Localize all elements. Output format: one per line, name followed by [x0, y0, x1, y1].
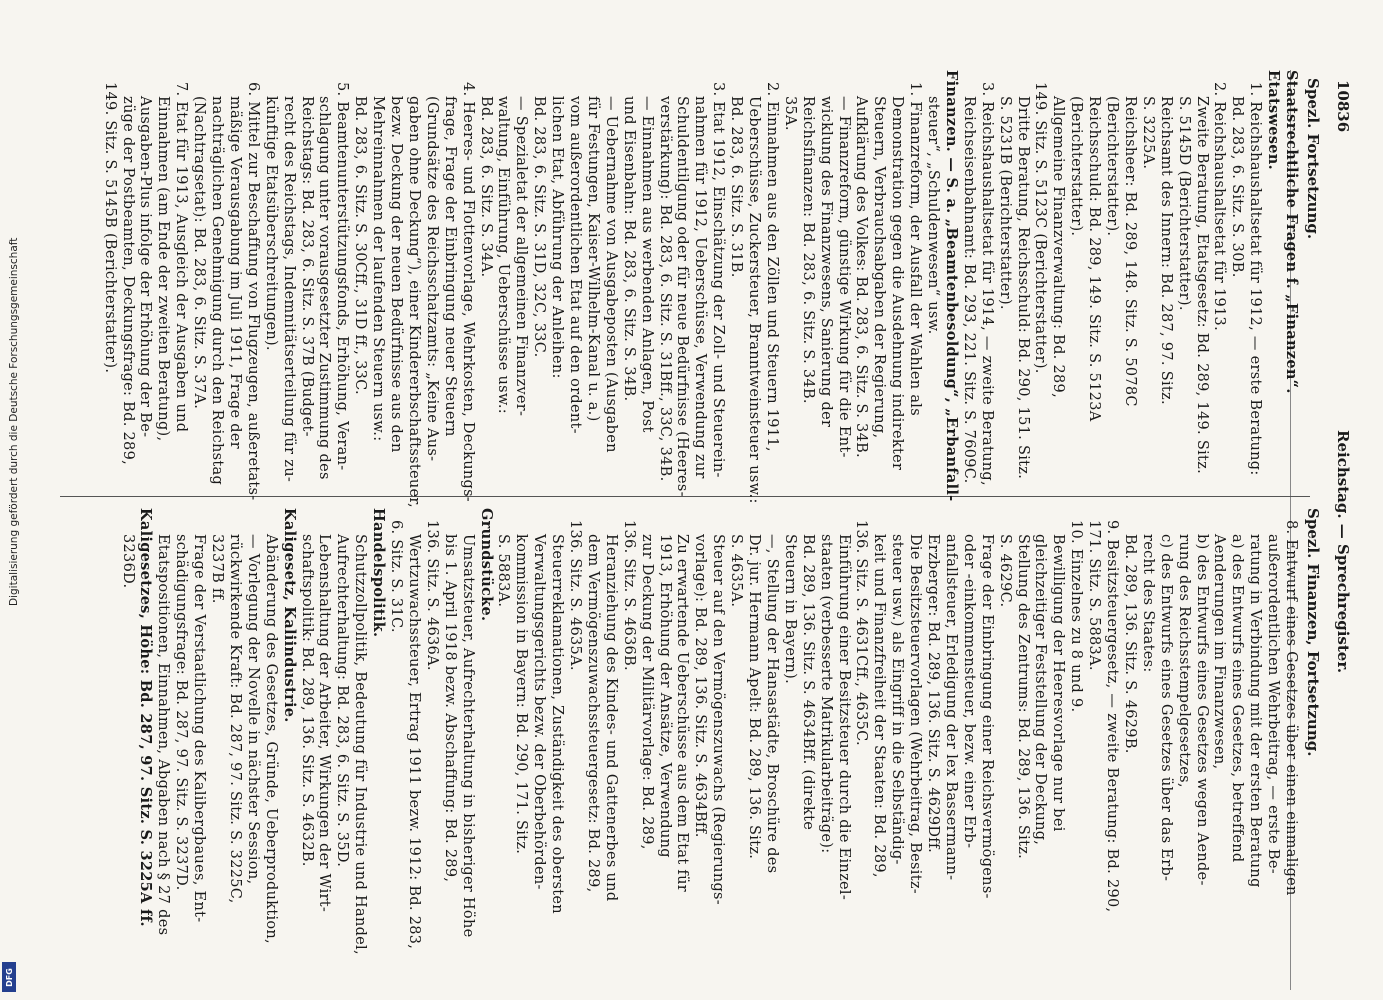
- page-number: 10836: [1334, 80, 1352, 133]
- scanned-register-page: 10836 Reichstag. — Sprechregister. Spezl. Fortsetzung. Spezl. Finanzen, Fortsetzung. Staatsrechtliche Fragen f. „Finanzen“. Etatswesen. 1. Reichshaushaltsetat für 1912, — erste Beratung: Bd. 283, 6. Sitz. S. 30B. 2. Reichshaushaltsetat für 1913. Zweite Beratung, Etatsgesetz: Bd. 289, 149. Sitz. S. 5145D (Berichterstatter). Reichsamt des Innern: Bd. 287, 97. Sitz. S. 3225A. Reichsheer: Bd. 289, 148. Sitz. S. 5078C (Berichterstatter). Reichsschuld: Bd. 289, 149. Sitz. S. 5123A (Berichterstatter). Allgemeine Finanzverwaltung: Bd. 289, 149. Sitz. S. 5123C (Berichterstatter). Dritte Beratung, Reichsschuld: Bd. 290, 151. Sitz. S. 5231B (Berichterstatter). 3. Reichshaushaltsetat für 1914, — zweite Beratung, Reichseisenbahnamt: Bd. 293, 221. Sitz. S. 7609C. Finanzen. — S. a. „Beamtenbesoldung“, „Erbanfall- steuer“, „Schuldenwesen“ usw. 1. Finanzreform, der Ausfall der Wahlen als Demonstration gegen die Ausdehnung indirekter Steuern, Verbrauchsabgaben der Regierung, Aufklärung des Volkes: Bd. 283, 6. Sitz. S. 34B. — Finanzreform, günstige Wirkung für die Ent- wicklung des Finanzwesens, Sanierung der Reichsfinanzen: Bd. 283, 6. Sitz. S. 34B. 35A. 2. Einnahmen aus den Zöllen und Steuern 1911, Ueberschüsse, Zuckersteuer, Branntweinsteuer usw.: Bd. 283, 6. Sitz. S. 31B. 3. Etat 1912, Einschätzung der Zoll- und Steuerein- nahmen für 1912, Ueberschüsse, Verwendung zur Schuldentilgung oder für neue Bedürfnisse (Heeres- verstärkung): Bd. 283, 6. Sitz. S. 31Bff., 33C, 34B. — Einnahmen aus werbenden Anlagen, Post und Eisenbahn: Bd. 283, 6. Sitz. S. 34B. — Uebernahme von Ausgabeposten (Ausgaben für Festungen, Kaiser-Wilhelm-Kanal u. a.) vom außerordentlichen Etat auf den ordent- lichen Etat, Abführung der Anleihen: Bd. 283, 6. Sitz. S. 31D, 32C, 33C. — Spezialetat der allgemeinen Finanzver- waltung, Einführung, Ueberschüsse usw.: Bd. 283, 6. Sitz. S. 34A. 4. Heeres- und Flottenvorlage, Wehrkosten, Deckungs- frage, Frage der Einbringung neuer Steuern (Grundsätze des Reichsschatzamts: „Keine Aus- gaben ohne Deckung“), einer Kindererbschaftssteuer, bezw. Deckung der neuen Bedürfnisse aus den Mehreinnahmen der laufenden Steuern usw.: Bd. 283, 6. Sitz. S. 30Cff., 31D ff., 33C. 5. Beamtenunterstützungsfonds, Erhöhung, Veran- schlagung unter vorausgesetzter Zustimmung des Reichstags: Bd. 283, 6. Sitz. S. 37B (Budget- recht des Reichstags, Indemnitätserteilung für zu- künftige Etatsüberschreitungen). 6. Mittel zur Beschaffung von Flugzeugen, außeretats- mäßige Verausgabung im Juli 1911, Frage der nachträglichen Genehmigung durch den Reichstag (Nachtragsetat): Bd. 283, 6. Sitz. S. 37A. 7. Etat für 1913, Ausgleich der Ausgaben und Einnahmen (am Ende der zweiten Beratung), Ausgaben-Plus infolge der Erhöhung der Be- züge der Postbeamten, Deckungsfrage: Bd. 289, 149. Sitz. S. 5145B (Berichterstatter). 8. Entwurf eines Gesetzes über einen einmaligen außerordentlichen Wehrbeitrag, — erste Be- ratung in Verbindung mit der ersten Beratung a) des Entwurfs eines Gesetzes, betreffend Aenderungen im Finanzwesen, b) des Entwurfs eines Gesetzes wegen Aende- rung des Reichsstempelgesetzes, c) des Entwurfs eines Gesetzes über das Erb- recht des Staates: Bd. 289, 136. Sitz. S. 4629B. 9. Besitzsteuergesetz, — zweite Beratung: Bd. 290, 171. Sitz. S. 5883A. 10. Einzelnes zu 8 und 9. Bewilligung der Heeresvorlage nur bei gleichzeitiger Feststellung der Deckung, Stellung des Zentrums: Bd. 289, 136. Sitz. S. 4629C. Frage der Einbringung einer Reichsvermögens- oder -einkommensteuer, bezw. einer Erb- anfallsteuer, Erledigung der lex Bassermann- Erzberger: Bd. 289, 136. Sitz. S. 4629Dff. Die Besitzsteuervorlagen (Wehrbeitrag, Besitz- steuer usw.) als Eingriff in die Selbständig- keit und Finanzfreiheit der Staaten: Bd. 289, 136. Sitz. S. 4631Cff., 4635C. Einführung einer Besitzsteuer durch die Einzel- staaten (verbesserte Matrikularbeiträge): Bd. 289, 136. Sitz. S. 4634Bff. (direkte Steuern in Bayern). —, Stellung der Hansastädte, Broschüre des Dr. jur. Hermann Apelt: Bd. 289, 136. Sitz. S. 4635A. Steuer auf den Vermögenszuwachs (Regierungs- vorlage): Bd. 289, 136. Sitz. S. 4634Bff. Zu erwartende Ueberschüsse aus dem Etat für 1913, Erhöhung der Ansätze, Verwendung zur Deckung der Militärvorlage: Bd. 289, 136. Sitz. S. 4636B. Heranziehung des Kindes- und Gattenerbes und dem Vermögenszuwachssteuergesetz: Bd. 289, 136. Sitz. S. 4635A. Steuerreklamationen, Zuständigkeit des obersten Verwaltungsgerichts bezw. der Oberbehörden- kommission in Bayern: Bd. 290, 171. Sitz. S. 5883A. Grundstücke. Umsatzsteuer, Aufrechterhaltung in bisheriger Höhe bis 1. April 1918 bezw. Abschaffung: Bd. 289, 136. Sitz. S. 4636A. Wertzuwachssteuer, Ertrag 1911 bezw. 1912: Bd. 283, 6. Sitz. S. 31C. Handelspolitik. Schutzzollpolitik, Bedeutung für Industrie und Handel, Aufrechterhaltung: Bd. 283, 6. Sitz. S. 35D. Lebenshaltung der Arbeiter, Wirkungen der Wirt- schaftspolitik: Bd. 289, 136. Sitz. S. 4632B. Kaligesetz, Kaliindustrie. Abänderung des Gesetzes, Gründe, Ueberproduktion, — Vorlegung der Novelle in nächster Session, rückwirkende Kraft: Bd. 287, 97. Sitz. S. 3225C, 3237B ff. Frage der Verstaatlichung des Kalibergbaues, Ent- schädigungsfrage: Bd. 287, 97. Sitz. S. 3237D. Etatspositionen, Einnahmen, Abgaben nach § 27 des Kaligesetzes, Höhe: Bd. 287, 97. Sitz. S. 3225A ff. 3236D. Digitalisierung gefördert durch die Deutsche Forschungsgemeinschaft DFG: [0, 0, 1383, 1000]
- running-title: Reichstag. — Sprechregister.: [1334, 430, 1352, 674]
- dfg-logo: DFG: [2, 962, 16, 992]
